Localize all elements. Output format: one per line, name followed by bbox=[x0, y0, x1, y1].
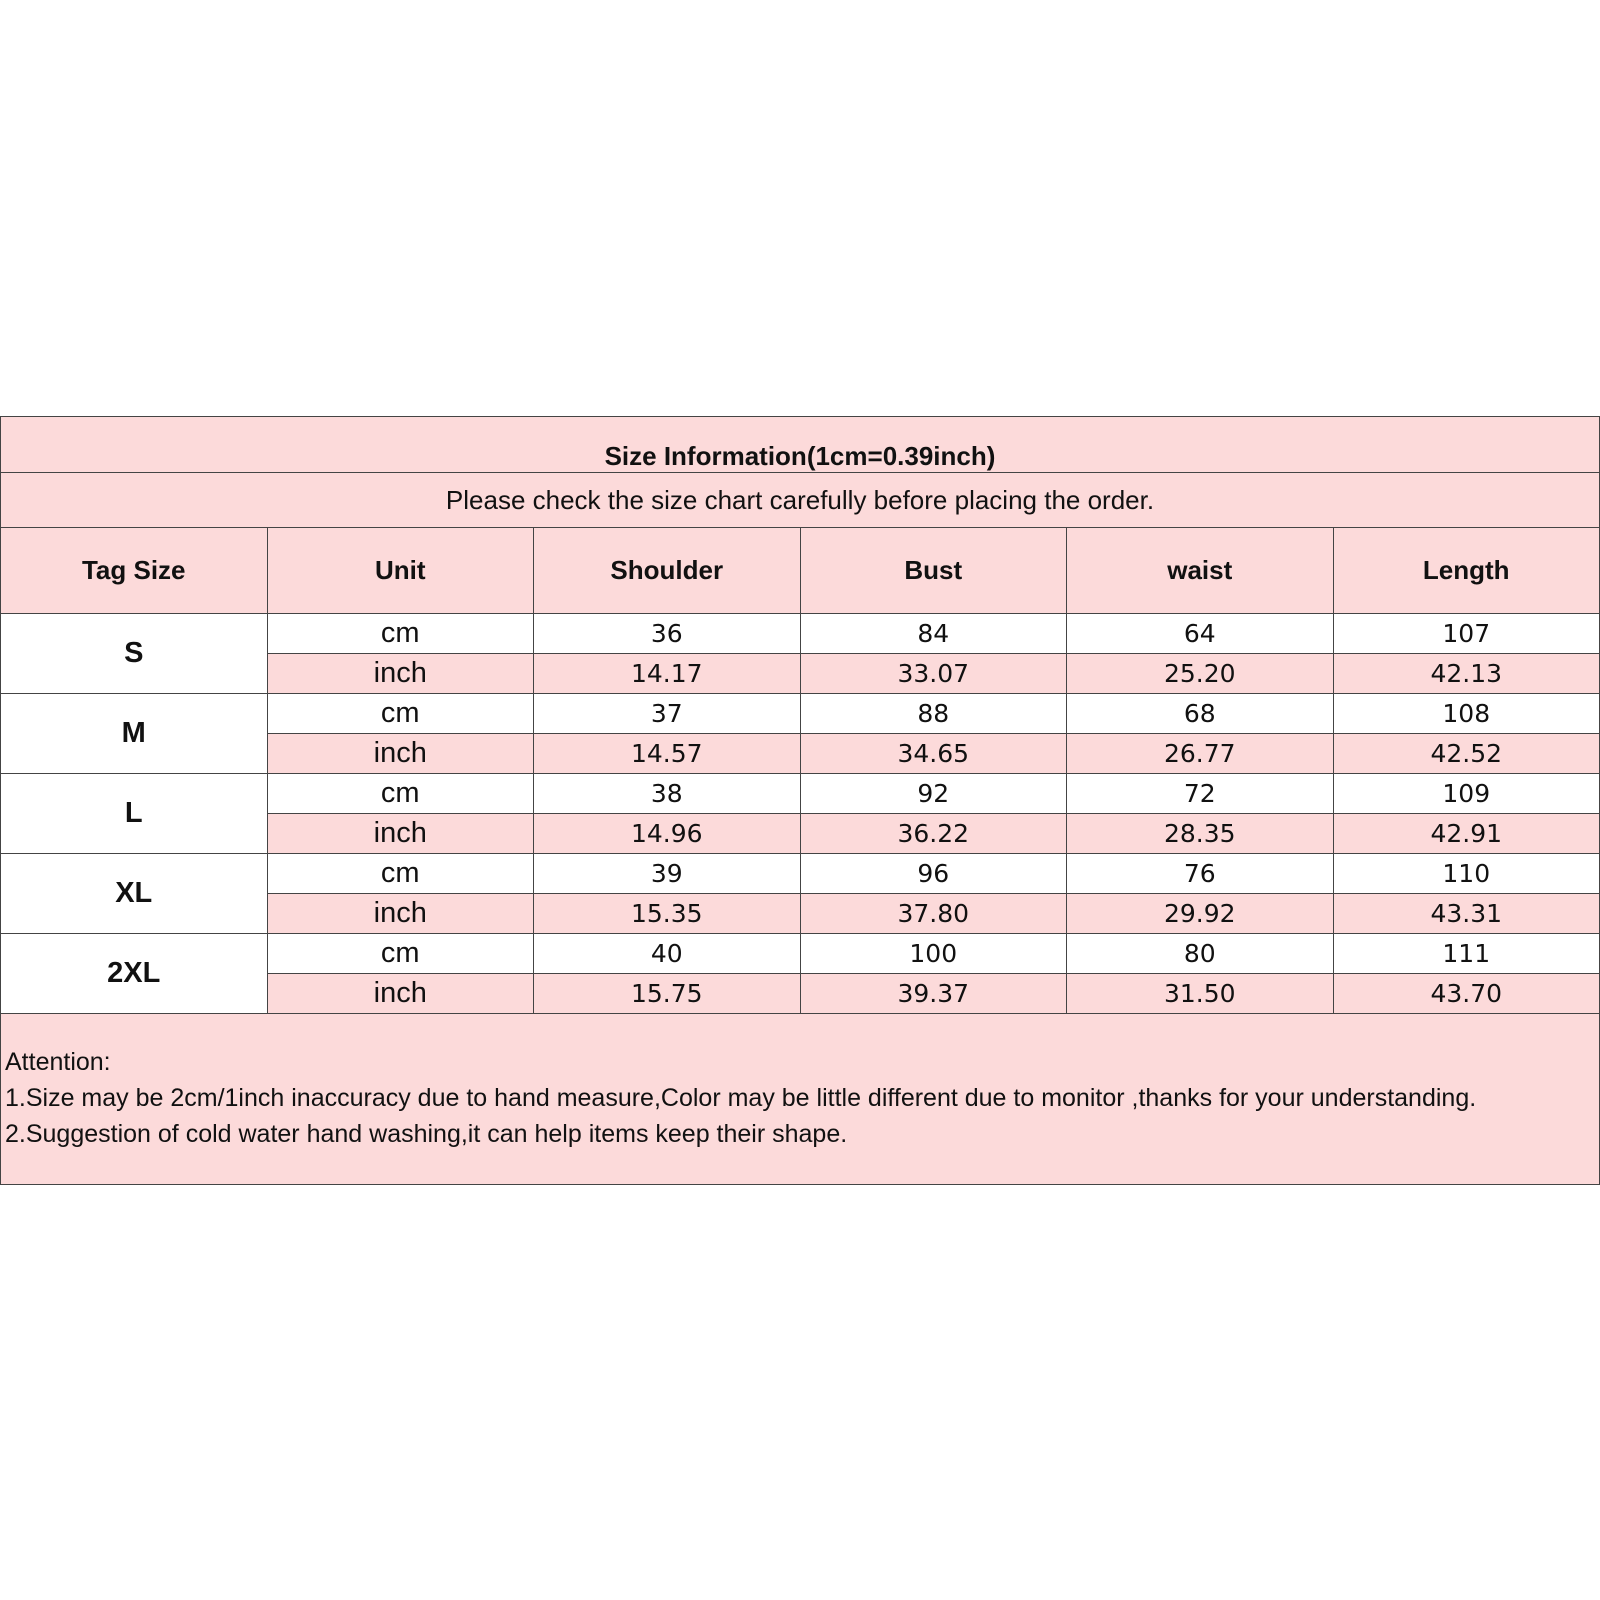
measurement-cell: 14.17 bbox=[534, 654, 801, 694]
unit-cell: inch bbox=[267, 814, 534, 854]
notes-heading: Attention: bbox=[5, 1048, 111, 1076]
unit-cell: cm bbox=[267, 694, 534, 734]
chart-subtitle: Please check the size chart carefully before placing the order. bbox=[0, 472, 1600, 527]
measurement-cell: 43.31 bbox=[1333, 894, 1600, 934]
measurement-cell: 34.65 bbox=[800, 734, 1067, 774]
measurement-cell: 96 bbox=[800, 854, 1067, 894]
table-row bbox=[1, 934, 1600, 974]
measurement-cell: 100 bbox=[800, 934, 1067, 974]
measurement-cell: 14.57 bbox=[534, 734, 801, 774]
column-header-unit: Unit bbox=[267, 528, 534, 614]
header-row bbox=[1, 528, 1600, 614]
unit-cell: cm bbox=[267, 774, 534, 814]
measurement-cell: 68 bbox=[1067, 694, 1334, 734]
measurement-cell: 64 bbox=[1067, 614, 1334, 654]
measurement-cell: 42.52 bbox=[1333, 734, 1600, 774]
column-header-tag-size: Tag Size bbox=[1, 528, 268, 614]
measurement-cell: 72 bbox=[1067, 774, 1334, 814]
measurement-cell: 80 bbox=[1067, 934, 1334, 974]
measurement-cell: 36 bbox=[534, 614, 801, 654]
measurement-cell: 36.22 bbox=[800, 814, 1067, 854]
measurement-cell: 40 bbox=[534, 934, 801, 974]
measurement-cell: 111 bbox=[1333, 934, 1600, 974]
unit-cell: inch bbox=[267, 734, 534, 774]
measurement-cell: 92 bbox=[800, 774, 1067, 814]
table-row bbox=[1, 774, 1600, 814]
unit-cell: inch bbox=[267, 894, 534, 934]
tag-size-cell: S bbox=[1, 614, 268, 694]
measurement-cell: 26.77 bbox=[1067, 734, 1334, 774]
column-header-shoulder: Shoulder bbox=[534, 528, 801, 614]
measurement-cell: 25.20 bbox=[1067, 654, 1334, 694]
measurement-cell: 29.92 bbox=[1067, 894, 1334, 934]
measurement-cell: 110 bbox=[1333, 854, 1600, 894]
measurement-cell: 84 bbox=[800, 614, 1067, 654]
notes-line-1: 1.Size may be 2cm/1inch inaccuracy due to hand measure,Color may be little different due to monitor ,thanks for your understanding. bbox=[5, 1084, 1477, 1112]
chart-title: Size Information(1cm=0.39inch) bbox=[0, 416, 1600, 472]
tag-size-cell: M bbox=[1, 694, 268, 774]
unit-cell: inch bbox=[267, 654, 534, 694]
table-row bbox=[1, 854, 1600, 894]
size-table bbox=[0, 527, 1600, 1014]
measurement-cell: 28.35 bbox=[1067, 814, 1334, 854]
measurement-cell: 42.91 bbox=[1333, 814, 1600, 854]
measurement-cell: 38 bbox=[534, 774, 801, 814]
measurement-cell: 39.37 bbox=[800, 974, 1067, 1014]
measurement-cell: 109 bbox=[1333, 774, 1600, 814]
unit-cell: inch bbox=[267, 974, 534, 1014]
table-row bbox=[1, 694, 1600, 734]
measurement-cell: 107 bbox=[1333, 614, 1600, 654]
tag-size-cell: XL bbox=[1, 854, 268, 934]
unit-cell: cm bbox=[267, 614, 534, 654]
table-row bbox=[1, 614, 1600, 654]
unit-cell: cm bbox=[267, 854, 534, 894]
measurement-cell: 88 bbox=[800, 694, 1067, 734]
table-body bbox=[1, 614, 1600, 1014]
unit-cell: cm bbox=[267, 934, 534, 974]
measurement-cell: 108 bbox=[1333, 694, 1600, 734]
attention-notes bbox=[0, 1014, 1600, 1185]
column-header-bust: Bust bbox=[800, 528, 1067, 614]
notes-line-2: 2.Suggestion of cold water hand washing,it can help items keep their shape. bbox=[5, 1120, 848, 1148]
measurement-cell: 43.70 bbox=[1333, 974, 1600, 1014]
measurement-cell: 42.13 bbox=[1333, 654, 1600, 694]
measurement-cell: 15.35 bbox=[534, 894, 801, 934]
measurement-cell: 15.75 bbox=[534, 974, 801, 1014]
column-header-waist: waist bbox=[1067, 528, 1334, 614]
measurement-cell: 31.50 bbox=[1067, 974, 1334, 1014]
column-header-length: Length bbox=[1333, 528, 1600, 614]
tag-size-cell: L bbox=[1, 774, 268, 854]
measurement-cell: 39 bbox=[534, 854, 801, 894]
measurement-cell: 33.07 bbox=[800, 654, 1067, 694]
size-chart bbox=[0, 416, 1600, 1185]
measurement-cell: 76 bbox=[1067, 854, 1334, 894]
measurement-cell: 37.80 bbox=[800, 894, 1067, 934]
measurement-cell: 14.96 bbox=[534, 814, 801, 854]
measurement-cell: 37 bbox=[534, 694, 801, 734]
tag-size-cell: 2XL bbox=[1, 934, 268, 1014]
